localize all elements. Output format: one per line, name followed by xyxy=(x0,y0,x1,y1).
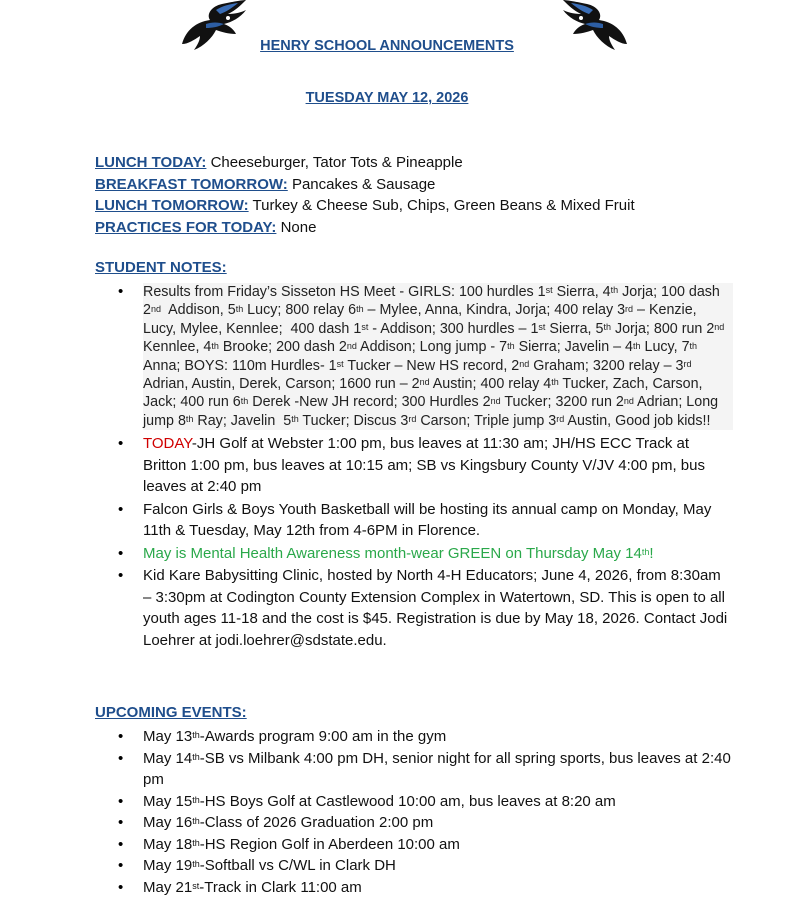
meet-results-item: • Results from Friday’s Sisseton HS Meet - GIRLS: 100 hurdles 1st Sierra, 4th Jorja; 100 dash 2nd Addison, 5th Lucy; 800 relay 6th – Mylee, Anna, Kindra, Jorja; 400 relay 3rd – Kenzie, Lucy, Mylee, Kennlee; 400 dash 1st - Addison; 300 hurdles – 1st Sierra, 5th Jorja; 800 run 2nd Kennlee, 4th Brooke; 200 dash 2nd Addison; Long jump - 7th Sierra; Javelin – 4th Lucy, 7th Anna; BOYS: 110m Hurdles- 1st Tucker – New HS record, 2nd Graham; 3200 relay – 3rd Adrian, Austin, Derek, Carson; 1600 run – 2nd Austin; 400 relay 4th Tucker, Zach, Carson, Jack; 400 run 6th Derek -New JH record; 300 Hurdles 2nd Tucker; 3200 run 2nd Adrian; Long jump 8th Ray; Javelin 5th Tucker; Discus 3rd Carson; Triple jump 3rd Austin, Good job kids!! xyxy=(143,283,733,430)
practices-label: PRACTICES FOR TODAY: xyxy=(95,218,277,236)
breakfast-tomorrow-label: BREAKFAST TOMORROW: xyxy=(95,175,288,193)
upcoming-event-item: • May 16th-Class of 2026 Graduation 2:00 pm xyxy=(143,812,733,834)
upcoming-event-item: • May 19th-Softball vs C/WL in Clark DH xyxy=(143,855,733,877)
today-item xyxy=(143,433,733,498)
lunch-today-label: LUNCH TODAY: xyxy=(95,154,207,171)
upcoming-event-item: • May 18th-HS Region Golf in Aberdeen 10:00 am xyxy=(143,834,733,856)
practices-value: None xyxy=(276,218,317,236)
lunch-today-line xyxy=(95,152,635,174)
lunch-tomorrow-line xyxy=(95,195,635,217)
breakfast-tomorrow-value: Pancakes & Sausage xyxy=(287,175,436,193)
meal-info xyxy=(95,152,635,238)
breakfast-tomorrow-line xyxy=(95,174,635,196)
student-notes-list xyxy=(143,283,733,652)
today-label: TODAY xyxy=(143,435,192,453)
upcoming-event-item: • May 15th-HS Boys Golf at Castlewood 10:00 am, bus leaves at 8:20 am xyxy=(143,791,733,813)
mental-health-item: • May is Mental Health Awareness month-wear GREEN on Thursday May 14th! xyxy=(143,543,733,565)
page-title: HENRY SCHOOL ANNOUNCEMENTS xyxy=(260,38,514,54)
upcoming-event-item: • May 21st-Track in Clark 11:00 am xyxy=(143,877,733,899)
today-text: -JH Golf at Webster 1:00 pm, bus leaves at 11:30 am; JH/HS ECC Track at Britton 1:00 pm, bus leaves at 10:15 am; SB vs Kingsbury County V/JV 4:00 pm, bus leaves at 2:40 pm xyxy=(143,435,705,496)
lunch-tomorrow-value: Turkey & Cheese Sub, Chips, Green Beans & Mixed Fruit xyxy=(248,197,635,214)
upcoming-events-list xyxy=(143,726,733,898)
kid-kare-item: • Kid Kare Babysitting Clinic, hosted by North 4-H Educators; June 4, 2026, from 8:30am – 3:30pm at Codington County Extension Complex in Watertown, SD. This is open to all youth ages 11-18 and the cost is $45. Registration is due by May 18, 2026. Contact Jodi Loehrer at jodi.loehrer@sdstate.edu. xyxy=(143,565,733,651)
student-notes-heading: STUDENT NOTES: xyxy=(95,259,227,276)
lunch-today-value: Cheeseburger, Tator Tots & Pineapple xyxy=(206,154,463,171)
upcoming-events-heading: UPCOMING EVENTS: xyxy=(95,704,247,721)
upcoming-event-item: • May 14th-SB vs Milbank 4:00 pm DH, senior night for all spring sports, bus leaves at 2:40 pm xyxy=(143,748,733,791)
practices-line xyxy=(95,217,635,239)
announcement-date: TUESDAY MAY 12, 2026 xyxy=(305,90,469,106)
upcoming-event-item: • May 13th-Awards program 9:00 am in the gym xyxy=(143,726,733,748)
lunch-tomorrow-label: LUNCH TOMORROW: xyxy=(95,197,249,214)
basketball-camp-item: • Falcon Girls & Boys Youth Basketball will be hosting its annual camp on Monday, May 11th & Tuesday, May 12th from 4-6PM in Florence. xyxy=(143,499,733,542)
